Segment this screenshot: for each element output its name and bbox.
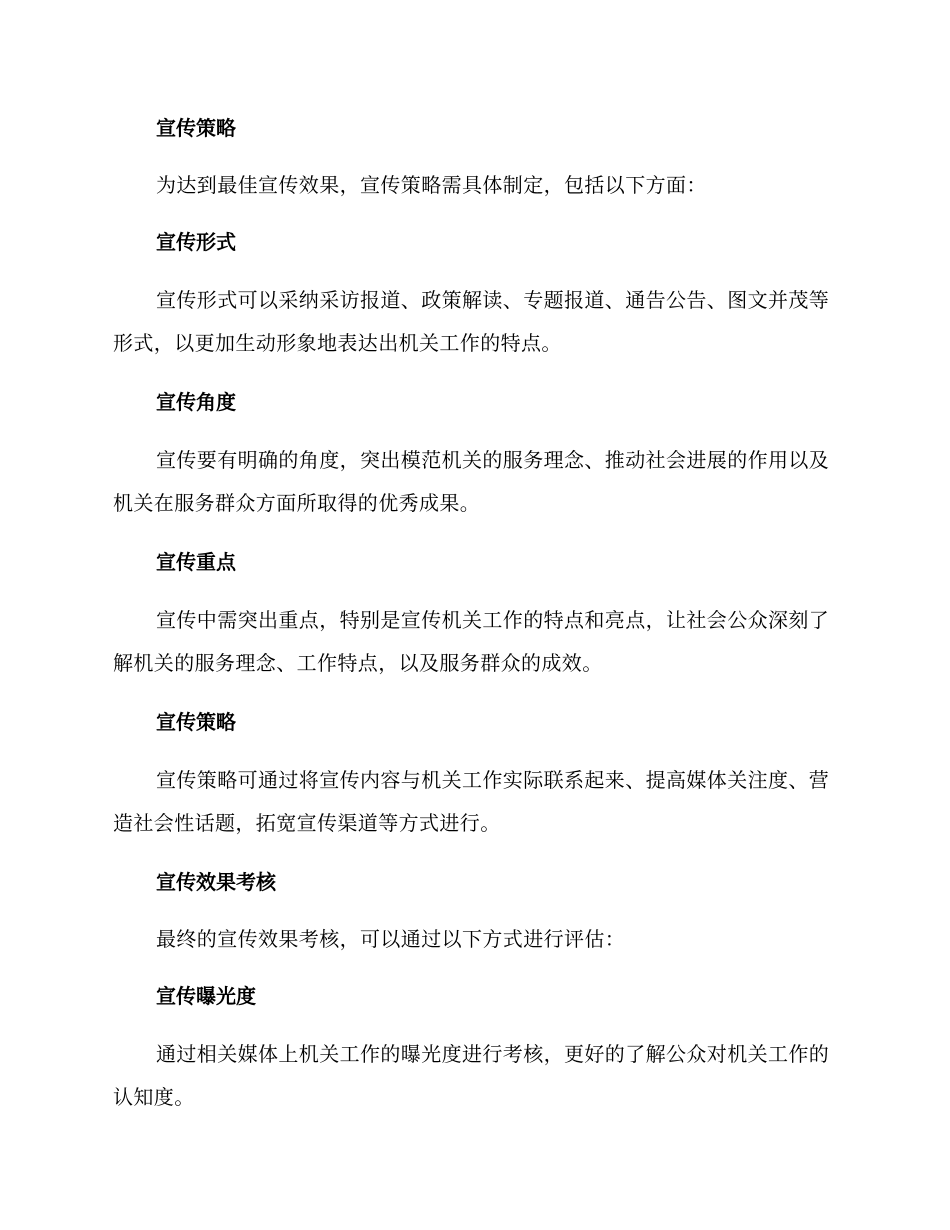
body-paragraph: 宣传形式可以采纳采访报道、政策解读、专题报道、通告公告、图文并茂等形式，以更加生动形象地表达出机关工作的特点。 (113, 288, 830, 355)
document-body (113, 108, 835, 1136)
body-paragraph: 为达到最佳宣传效果，宣传策略需具体制定，包括以下方面： (156, 173, 707, 197)
section-heading: 宣传形式 (156, 230, 236, 254)
section-heading: 宣传策略 (156, 116, 236, 140)
section-heading: 宣传效果考核 (156, 870, 276, 894)
section-heading: 宣传曝光度 (156, 984, 256, 1008)
body-paragraph: 最终的宣传效果考核，可以通过以下方式进行评估： (156, 927, 626, 951)
body-paragraph: 通过相关媒体上机关工作的曝光度进行考核，更好的了解公众对机关工作的认知度。 (113, 1042, 830, 1109)
body-paragraph: 宣传要有明确的角度，突出模范机关的服务理念、推动社会进展的作用以及机关在服务群众方面所取得的优秀成果。 (113, 448, 830, 515)
section-heading: 宣传角度 (156, 390, 236, 414)
section-heading: 宣传策略 (156, 710, 236, 734)
body-paragraph: 宣传策略可通过将宣传内容与机关工作实际联系起来、提高媒体关注度、营造社会性话题，拓宽宣传渠道等方式进行。 (113, 768, 830, 835)
section-heading: 宣传重点 (156, 550, 236, 574)
body-paragraph: 宣传中需突出重点，特别是宣传机关工作的特点和亮点，让社会公众深刻了解机关的服务理念、工作特点，以及服务群众的成效。 (113, 608, 830, 675)
